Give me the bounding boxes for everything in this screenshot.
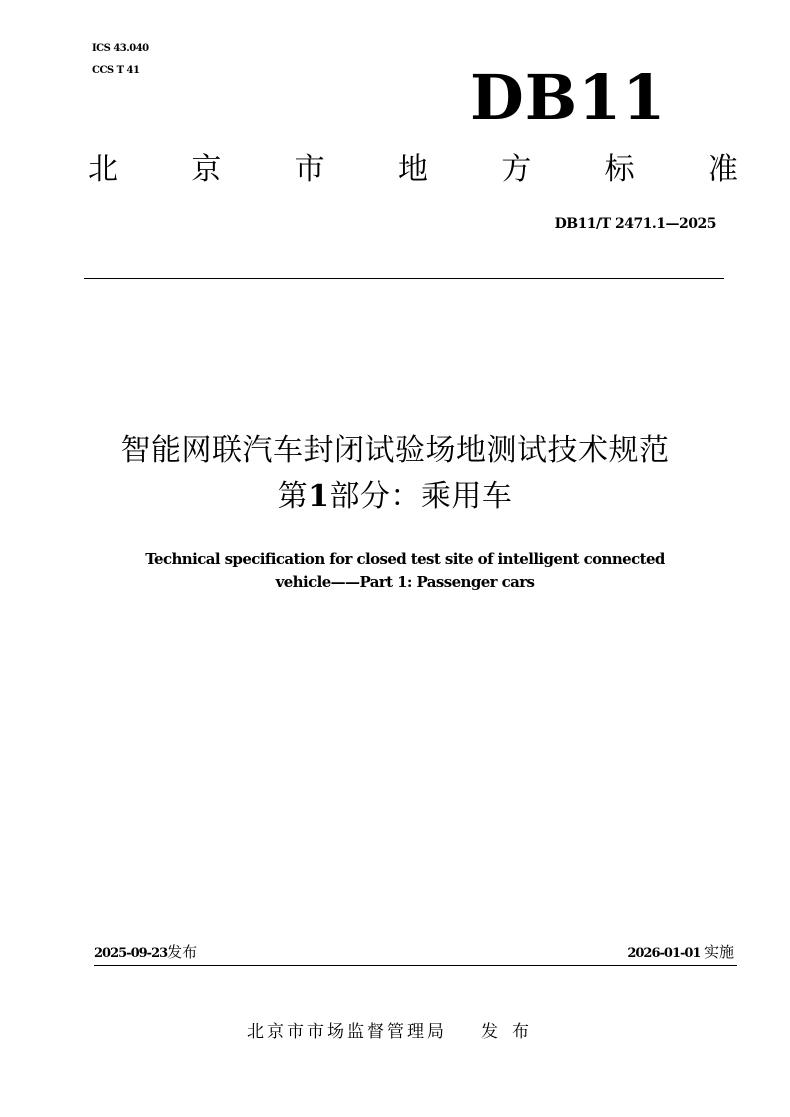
- standard-number: DB11/T 2471.1—2025: [554, 216, 716, 232]
- implement-date-block: [627, 941, 734, 962]
- issue-date-block: [94, 941, 197, 962]
- document-title-cn: [60, 428, 730, 520]
- implement-date: 2026-01-01: [627, 946, 701, 961]
- standard-type-char: 准: [707, 152, 738, 187]
- standard-type-char: 地: [397, 152, 428, 187]
- db11-logo: DB11: [470, 61, 667, 134]
- standard-type-char: 京: [191, 152, 222, 187]
- title-en-line1: Technical specification for closed test site of intelligent connected: [145, 550, 665, 568]
- title-cn-line2: [60, 474, 730, 520]
- classification-codes: [92, 38, 149, 82]
- standard-type-char: 北: [88, 152, 118, 187]
- date-row: [94, 941, 734, 965]
- issuer-action: 发布: [481, 1022, 543, 1042]
- ccs-code: CCS T 41: [92, 65, 140, 76]
- implement-label: 实施: [703, 943, 734, 961]
- header-divider: [84, 278, 724, 279]
- document-title-en: [70, 548, 740, 594]
- issue-label: 发布: [167, 943, 198, 961]
- title-cn-part-number: 1: [308, 479, 330, 514]
- standard-type-char: 方: [501, 152, 532, 187]
- standard-type-char: 市: [294, 152, 325, 187]
- ics-code: ICS 43.040: [92, 43, 149, 54]
- issuer-name: 北京市市场监督管理局: [247, 1022, 447, 1042]
- standard-type-char: 标: [604, 152, 635, 187]
- title-en-line2: vehicle——Part 1: Passenger cars: [275, 573, 535, 591]
- title-cn-part-suffix: 部分：乘用车: [329, 479, 513, 514]
- standard-type-heading: [88, 150, 738, 190]
- footer-divider: [94, 965, 737, 966]
- issue-date: 2025-09-23: [94, 946, 168, 961]
- title-cn-line1: 智能网联汽车封闭试验场地测试技术规范: [120, 433, 670, 468]
- issuer-line: [0, 1020, 790, 1044]
- title-cn-part-prefix: 第: [277, 479, 309, 514]
